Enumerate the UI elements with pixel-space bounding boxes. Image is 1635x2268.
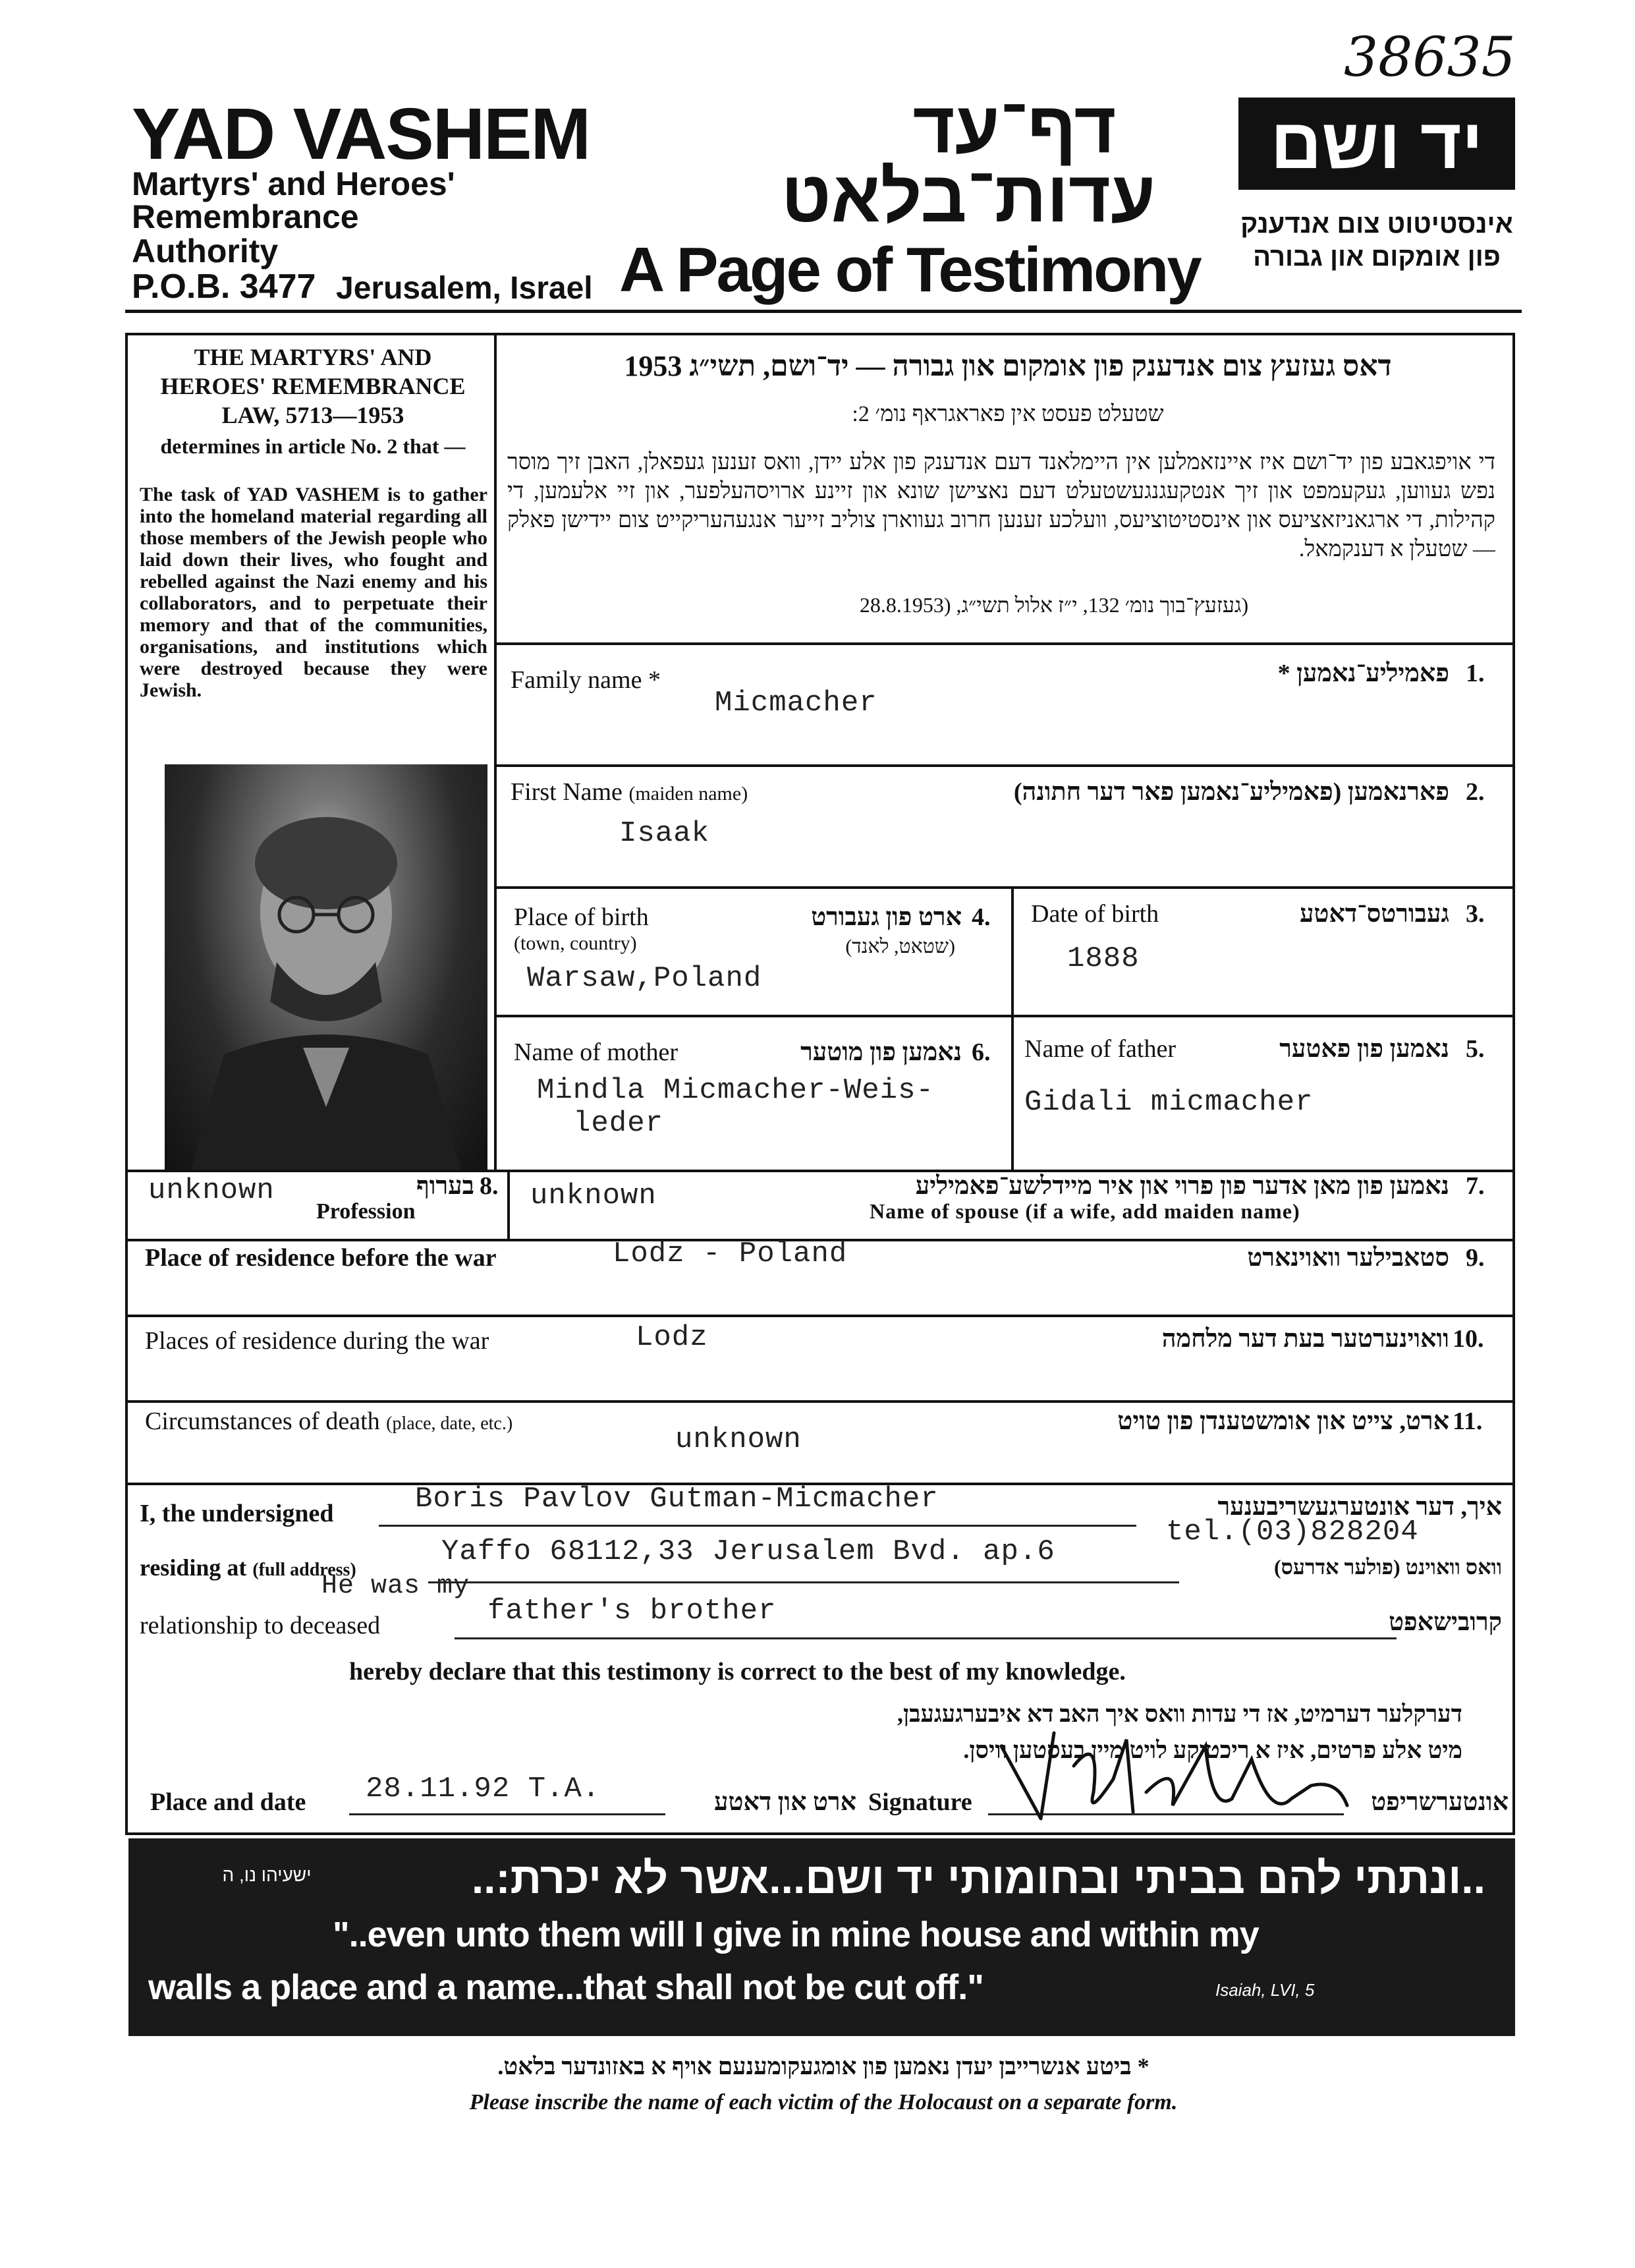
split-3-4 [1011,886,1014,1170]
field-6-number: 6. [972,1038,991,1066]
relationship-label: relationship to deceased [140,1612,381,1639]
law-hebrew-body: די אויפגאבע פון יד־ושם איז איינזאמלען אין היימלאנד דעם אנדענק פון אלע יידן, וואס זענען געפאלן, האבן זיך מוסר נפש געווען, געקעמפט און זיך אנטקעגנגעשטעלט דעם נאצישן שונא און זיינע ארויסהעלפער, און זיי אלעמען, די קהילות, די ארגאניזאציעס און אינסטיטוציעס, וועלכע זענען חרוב געווארן צוליב זייער אנגעהעריקייט צום יידישן פאלק — שטעלן א דענקמאל. [507,450,1495,561]
undersigned-value[interactable]: Boris Pavlov Gutman-Micmacher [415,1483,939,1516]
banner-hebrew-ref: ישעיהו נו, ה [222,1865,312,1885]
place-date-line [349,1813,665,1815]
place-date-value[interactable]: 28.11.92 T.A. [366,1772,601,1805]
circumstances-of-death-sub: (place, date, etc.) [386,1413,513,1434]
family-name-label-he: פאמיליע־נאמען * [1277,660,1449,687]
org-line-3: Authority [132,233,279,269]
banner-english-ref: Isaiah, LVI, 5 [1215,1980,1315,2000]
residence-during-war-value[interactable]: Lodz [636,1321,708,1354]
relationship-label-he: קרובישאפט [1389,1608,1502,1636]
mother-name-value-2[interactable]: leder [573,1107,664,1140]
logo-subtitle-2: פון אומקום און גבורה [1253,242,1501,271]
residence-before-war-value[interactable]: Lodz - Poland [613,1237,848,1270]
law-hebrew-ref: (געזעץ־בוך נומ׳ 132, י״ז אלול תשי״ג, (28.8.1953 [859,593,1249,617]
field-9-number: 9. [1466,1244,1485,1272]
place-date-label: Place and date [150,1788,306,1816]
residence-during-war-label: Places of residence during the war [145,1327,489,1355]
archive-number: 38635 [1344,26,1516,89]
relationship-note[interactable]: He was my [321,1572,470,1601]
place-date-label-he: ארט און דאטע [714,1788,856,1816]
law-column-divider [494,333,497,1170]
family-name-value[interactable]: Micmacher [715,687,877,720]
victim-photo [165,764,487,1170]
field-10-number: 10. [1453,1325,1484,1353]
relationship-value[interactable]: father's brother [487,1595,777,1628]
field-1-number: 1. [1466,660,1485,687]
rule-field-5-6 [494,1015,1515,1017]
law-box-heading: THE MARTYRS' AND HEROES' REMEMBRANCE LAW, 5713—1953 [160,344,466,428]
place-of-birth-label: Place of birth [514,903,649,931]
field-4-number: 4. [972,903,991,931]
father-name-label: Name of father [1024,1035,1176,1063]
date-of-birth-value[interactable]: 1888 [1067,942,1140,975]
portrait-figure-icon [165,764,487,1170]
title-hebrew-2: עדות־בלאט [781,156,1156,237]
title-english: A Page of Testimony [619,235,1200,305]
first-name-label-sub: (maiden name) [628,783,748,805]
title-hebrew-1: דף־עד [912,87,1117,168]
signature-scribble-icon [995,1720,1350,1825]
spouse-value[interactable]: unknown [530,1179,657,1212]
father-name-label-he: נאמען פון פאטער [1279,1035,1449,1063]
rule-field-2 [494,764,1515,767]
signature-label-he: אונטערשריפט [1371,1788,1509,1816]
circumstances-of-death-value[interactable]: unknown [675,1423,802,1456]
relationship-line [455,1637,1397,1639]
org-name: YAD VASHEM [132,94,590,175]
residing-value[interactable]: Yaffo 68112,33 Jerusalem Bvd. ap.6 [441,1535,1055,1568]
banner-hebrew: ..ונתתי להם בביתי ובחומותי יד ושם...אשר לא יכרת:.. [471,1854,1485,1902]
date-of-birth-label: Date of birth [1031,900,1159,928]
yad-vashem-logo: יד ושם [1238,98,1515,190]
residing-label-sub: (full address) [252,1560,356,1580]
circumstances-of-death-label [145,1407,513,1436]
field-2-number: 2. [1466,778,1485,806]
place-of-birth-sub-he: (שטאט, לאנד) [845,936,955,957]
law-box-intro: determines in article No. 2 that — [160,434,466,458]
residing-label-text: residing at [140,1554,247,1581]
undersigned-line [379,1525,1136,1527]
spouse-label-he: נאמען פון מאן אדער פון פרוי און איר מיידלשע־פאמיליע [915,1172,1449,1200]
org-line-2: Remembrance [132,198,359,235]
mother-name-value-1[interactable]: Mindla Micmacher-Weis- [537,1074,934,1107]
footer-hebrew: * ביטע אנשרייבן יעדן נאמען פון אומגעקומענעם אויף א באזונדער בלאט. [497,2053,1150,2080]
org-pob: P.O.B. 3477 [132,268,316,306]
field-7-number: 7. [1466,1172,1485,1200]
residing-line [428,1581,1179,1583]
logo-subtitle-1: אינסטיטוט צום אנדענק [1240,210,1513,239]
first-name-value[interactable]: Isaak [619,817,710,850]
law-hebrew-title: דאס געזעץ צום אנדענק פון אומקום און גבורה — יד־ושם, תשי״ג 1953 [624,350,1392,382]
first-name-label [511,778,748,807]
declaration-text: hereby declare that this testimony is correct to the best of my knowledge. [349,1658,1126,1686]
residing-label-he: וואס וואוינט (פולער אדרעס) [1273,1555,1502,1579]
field-11-number: 11. [1453,1407,1483,1435]
rule-field-10 [125,1315,1515,1317]
rule-field-3-4 [494,886,1515,889]
place-of-birth-value[interactable]: Warsaw,Poland [527,962,762,995]
telephone-value[interactable]: tel.(03)828204 [1166,1516,1419,1548]
field-8-number: 8. [480,1172,499,1200]
place-of-birth-sub: (town, country) [514,932,637,954]
org-city: Jerusalem, Israel [336,271,593,306]
rule-field-1 [494,642,1515,645]
declaration-text-he-2: מיט אלע פרטים, איז א ריכטיקע לויט מיין בעסטען וויסן. [963,1737,1462,1763]
family-name-label: Family name * [511,666,661,694]
law-box-body: The task of YAD VASHEM is to gather into the homeland material regarding all those members of the Jewish people who laid down their lives, who fought and rebelled against the Nazi enemy and his collaborators, and to perpetuate their memory and that of the communities, organisations, and institutions which were destroyed because they were Jewish. [140,484,487,701]
banner-english-1: "..even unto them will I give in mine house and within my [333,1915,1259,1954]
date-of-birth-label-he: געבורטס־דאטע [1300,900,1449,928]
residence-before-war-label-he: סטאבילער וואוינארט [1247,1244,1449,1272]
declaration-text-he-1: דערקלער דערמיט, אז די עדות וואס איך האב דא איבערגעגעבן, [897,1701,1462,1727]
law-hebrew-sub: שטעלט פעסט אין פאראגראף נומ׳ 2: [852,402,1164,426]
undersigned-label-he: איך, דער אונטערגעשריבענער [1217,1493,1502,1521]
undersigned-label: I, the undersigned [140,1500,334,1527]
footer-english: Please inscribe the name of each victim of the Holocaust on a separate form. [469,2090,1178,2114]
org-line-1: Martyrs' and Heroes' [132,165,455,202]
profession-label: Profession [316,1199,416,1224]
father-name-value[interactable]: Gidali micmacher [1024,1086,1314,1119]
split-7-8 [507,1170,510,1239]
first-name-label-text: First Name [511,778,623,806]
circumstances-of-death-text: Circumstances of death [145,1407,380,1435]
residence-before-war-label: Place of residence before the war [145,1244,497,1272]
place-of-birth-label-he: ארט פון געבורט [811,903,962,931]
mother-name-label-he: נאמען פון מוטער [800,1038,962,1066]
profession-value[interactable]: unknown [148,1174,275,1207]
mother-name-label: Name of mother [514,1038,679,1066]
quote-banner [128,1838,1515,2036]
first-name-label-he: פארנאמען (פאמיליע־נאמען פאר דער חתונה) [1013,778,1449,806]
residence-during-war-label-he: וואוינערטער בעת דער מלחמה [1161,1325,1449,1353]
header-rule [125,310,1522,313]
rule-field-11 [125,1400,1515,1403]
field-3-number: 3. [1466,900,1485,928]
signature-label: Signature [868,1788,972,1816]
spouse-label: Name of spouse (if a wife, add maiden name) [870,1199,1300,1223]
banner-english-2: walls a place and a name...that shall not be cut off." [148,1968,984,2007]
circumstances-of-death-label-he: ארט, צייט און אומשטענדן פון טויט [1117,1407,1449,1435]
field-5-number: 5. [1466,1035,1485,1063]
profession-label-he: בערוף [416,1172,474,1200]
